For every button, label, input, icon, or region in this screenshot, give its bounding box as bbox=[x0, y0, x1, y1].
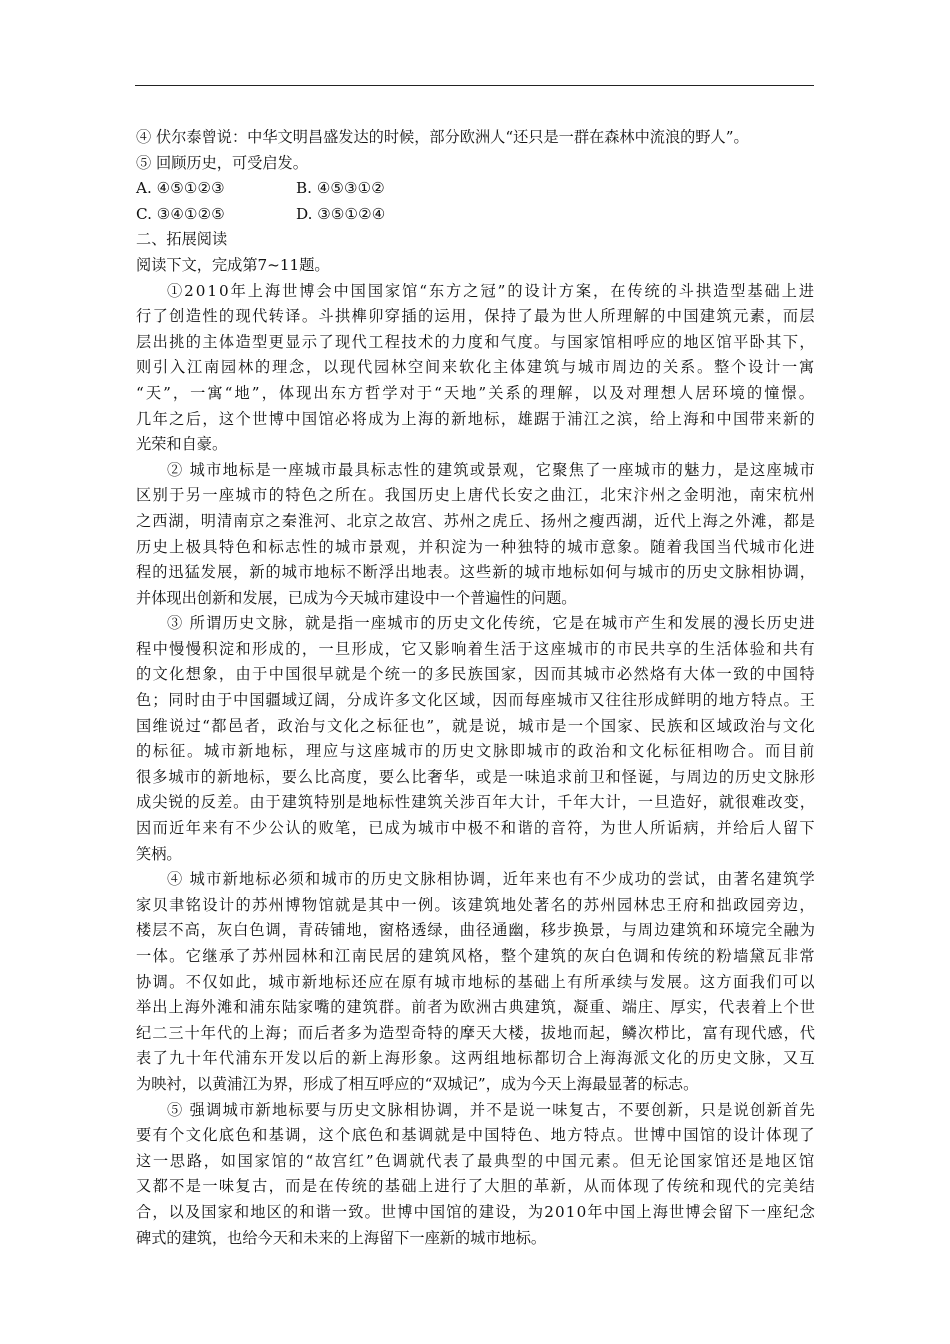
paragraph-line: 要有个文化底色和基调，这个底色和基调就是中国特色、地方特点。世博中国馆的设计体现了 bbox=[136, 1126, 816, 1145]
document-body bbox=[136, 125, 816, 1251]
question-item-4: ④ 伏尔泰曾说：中华文明昌盛发达的时候，部分欧洲人“还只是一群在森林中流浪的野人”。 bbox=[136, 128, 749, 146]
option-c: C. ③④①②⑤ bbox=[136, 204, 225, 223]
paragraph-line: 协调。不仅如此，城市新地标还应在原有城市地标的基础上有所承续与发展。这方面我们可以 bbox=[136, 972, 816, 991]
paragraph-line: 这一思路，如国家馆的“故宫红”色调就代表了最典型的中国元素。但无论国家馆还是地区馆 bbox=[136, 1151, 816, 1170]
question-item-5: ⑤ 回顾历史，可受启发。 bbox=[136, 153, 308, 172]
paragraph-line: 一体。它继承了苏州园林和江南民居的建筑风格，整个建筑的灰白色调和传统的粉墙黛瓦非常 bbox=[136, 947, 816, 965]
paragraph-line: 因而近年来有不少公认的败笔，已成为城市中极不和谐的音符，为世人所诟病，并给后人留下 bbox=[136, 819, 816, 838]
paragraph-line: 几年之后，这个世博中国馆必将成为上海的新地标，雄踞于浦江之滨，给上海和中国带来新的 bbox=[136, 409, 816, 428]
paragraph-line: 的标征。城市新地标，理应与这座城市的历史文脉即城市的政治和文化标征相吻合。而目前 bbox=[136, 742, 816, 761]
paragraph-line: 光荣和自豪。 bbox=[136, 435, 228, 454]
option-d: D. ③⑤①②④ bbox=[296, 204, 386, 223]
option-b: B. ④⑤③①② bbox=[296, 179, 385, 198]
paragraph-line: 程中慢慢积淀和形成的，一旦形成，它又影响着生活于这座城市的市民共享的生活体验和共有 bbox=[136, 639, 816, 658]
paragraph-line: ② 城市地标是一座城市最具标志性的建筑或景观，它聚焦了一座城市的魅力，是这座城市 bbox=[167, 460, 816, 479]
reading-instruction: 阅读下文，完成第7~11题。 bbox=[136, 255, 330, 274]
header-rule bbox=[135, 85, 814, 86]
paragraph-line: ⑤ 强调城市新地标要与历史文脉相协调，并不是说一味复古，不要创新，只是说创新首先 bbox=[167, 1100, 816, 1119]
paragraph-2 bbox=[136, 458, 816, 612]
paragraph-line: 表了九十年代浦东开发以后的新上海形象。这两组地标都切合上海海派文化的历史文脉，又互 bbox=[136, 1049, 816, 1068]
paragraph-line: ①2010年上海世博会中国国家馆“东方之冠”的设计方案，在传统的斗拱造型基础上进 bbox=[167, 281, 816, 300]
paragraph-line: 纪二三十年代的上海；而后者多为造型奇特的摩天大楼，拔地而起，鳞次栉比，富有现代感，代 bbox=[136, 1023, 816, 1042]
paragraph-line: 碑式的建筑，也给今天和未来的上海留下一座新的城市地标。 bbox=[136, 1228, 547, 1247]
paragraph-line: 并体现出创新和发展，已成为今天城市建设中一个普遍性的问题。 bbox=[136, 588, 577, 607]
paragraph-line: 举出上海外滩和浦东陆家嘴的建筑群。前者为欧洲古典建筑，凝重、端庄、厚实，代表着上个世 bbox=[136, 998, 816, 1017]
paragraph-line: 行了创造性的现代转译。斗拱榫卯穿插的运用，保持了最为世人所理解的中国建筑元素，而层 bbox=[136, 307, 816, 326]
paragraph-line: 家贝聿铭设计的苏州博物馆就是其中一例。该建筑地处著名的苏州园林忠王府和拙政园旁边， bbox=[136, 895, 816, 914]
paragraph-line: ④ 城市新地标必须和城市的历史文脉相协调，近年来也有不少成功的尝试，由著名建筑学 bbox=[167, 870, 816, 889]
paragraph-line: 历史上极具特色和标志性的城市景观，并积淀为一种独特的城市意象。随着我国当代城市化进 bbox=[136, 537, 816, 556]
paragraph-line: 合，以及国家和地区的和谐一致。世博中国馆的建设，为2010年中国上海世博会留下一座纪念 bbox=[136, 1202, 816, 1221]
paragraph-3 bbox=[136, 611, 816, 867]
paragraph-line: 层出挑的主体造型更显示了现代工程技术的力度和气度。与国家馆相呼应的地区馆平卧其下， bbox=[136, 332, 816, 351]
paragraph-line: ③ 所谓历史文脉，就是指一座城市的历史文化传统，它是在城市产生和发展的漫长历史进 bbox=[167, 614, 816, 633]
paragraph-line: 为映衬，以黄浦江为界，形成了相互呼应的“双城记”，成为今天上海最显著的标志。 bbox=[136, 1074, 699, 1093]
paragraph-line: 色；同时由于中国疆域辽阔，分成许多文化区域，因而每座城市又往往形成鲜明的地方特点。王 bbox=[136, 691, 816, 710]
paragraph-line: “天”，一寓“地”，体现出东方哲学对于“天地”关系的理解，以及对理想人居环境的憧憬。 bbox=[136, 383, 816, 402]
paragraph-4 bbox=[136, 867, 816, 1097]
options-row-2 bbox=[136, 202, 816, 228]
paragraph-line: 国维说过“都邑者，政治与文化之标征也”，就是说，城市是一个国家、民族和区域政治与文化 bbox=[136, 716, 816, 735]
paragraph-line: 则引入江南园林的理念，以现代园林空间来软化主体建筑与城市周边的关系。整个设计一寓 bbox=[136, 358, 816, 377]
paragraph-line: 笑柄。 bbox=[136, 844, 182, 863]
paragraph-line: 程的迅猛发展，新的城市地标不断浮出地表。这些新的城市地标如何与城市的历史文脉相协调， bbox=[136, 563, 816, 582]
option-a: A. ④⑤①②③ bbox=[136, 179, 225, 198]
paragraph-5 bbox=[136, 1098, 816, 1252]
paragraph-line: 区别于另一座城市的特色之所在。我国历史上唐代长安之曲江，北宋汴州之金明池，南宋杭州 bbox=[136, 486, 816, 505]
paragraph-1 bbox=[136, 279, 816, 458]
paragraph-line: 楼层不高，灰白色调，青砖铺地，窗格透绿，曲径通幽，移步换景，与周边建筑和环境完全融为 bbox=[136, 921, 816, 940]
paragraph-line: 又都不是一味复古，而是在传统的基础上进行了大胆的革新，从而体现了传统和现代的完美结 bbox=[136, 1177, 816, 1196]
paragraph-line: 之西湖，明清南京之秦淮河、北京之故宫、苏州之虎丘、扬州之瘦西湖，近代上海之外滩，都是 bbox=[136, 511, 816, 530]
options-row-1 bbox=[136, 176, 816, 202]
paragraph-line: 的文化想象，由于中国很早就是个统一的多民族国家，因而其城市必然烙有大体一致的中国特 bbox=[136, 665, 816, 684]
paragraph-line: 很多城市的新地标，要么比高度，要么比奢华，或是一味追求前卫和怪诞，与周边的历史文脉形 bbox=[136, 767, 816, 786]
section-title: 二、拓展阅读 bbox=[136, 230, 228, 249]
paragraph-line: 成尖锐的反差。由于建筑特别是地标性建筑关涉百年大计，千年大计，一旦造好，就很难改变， bbox=[136, 793, 816, 812]
